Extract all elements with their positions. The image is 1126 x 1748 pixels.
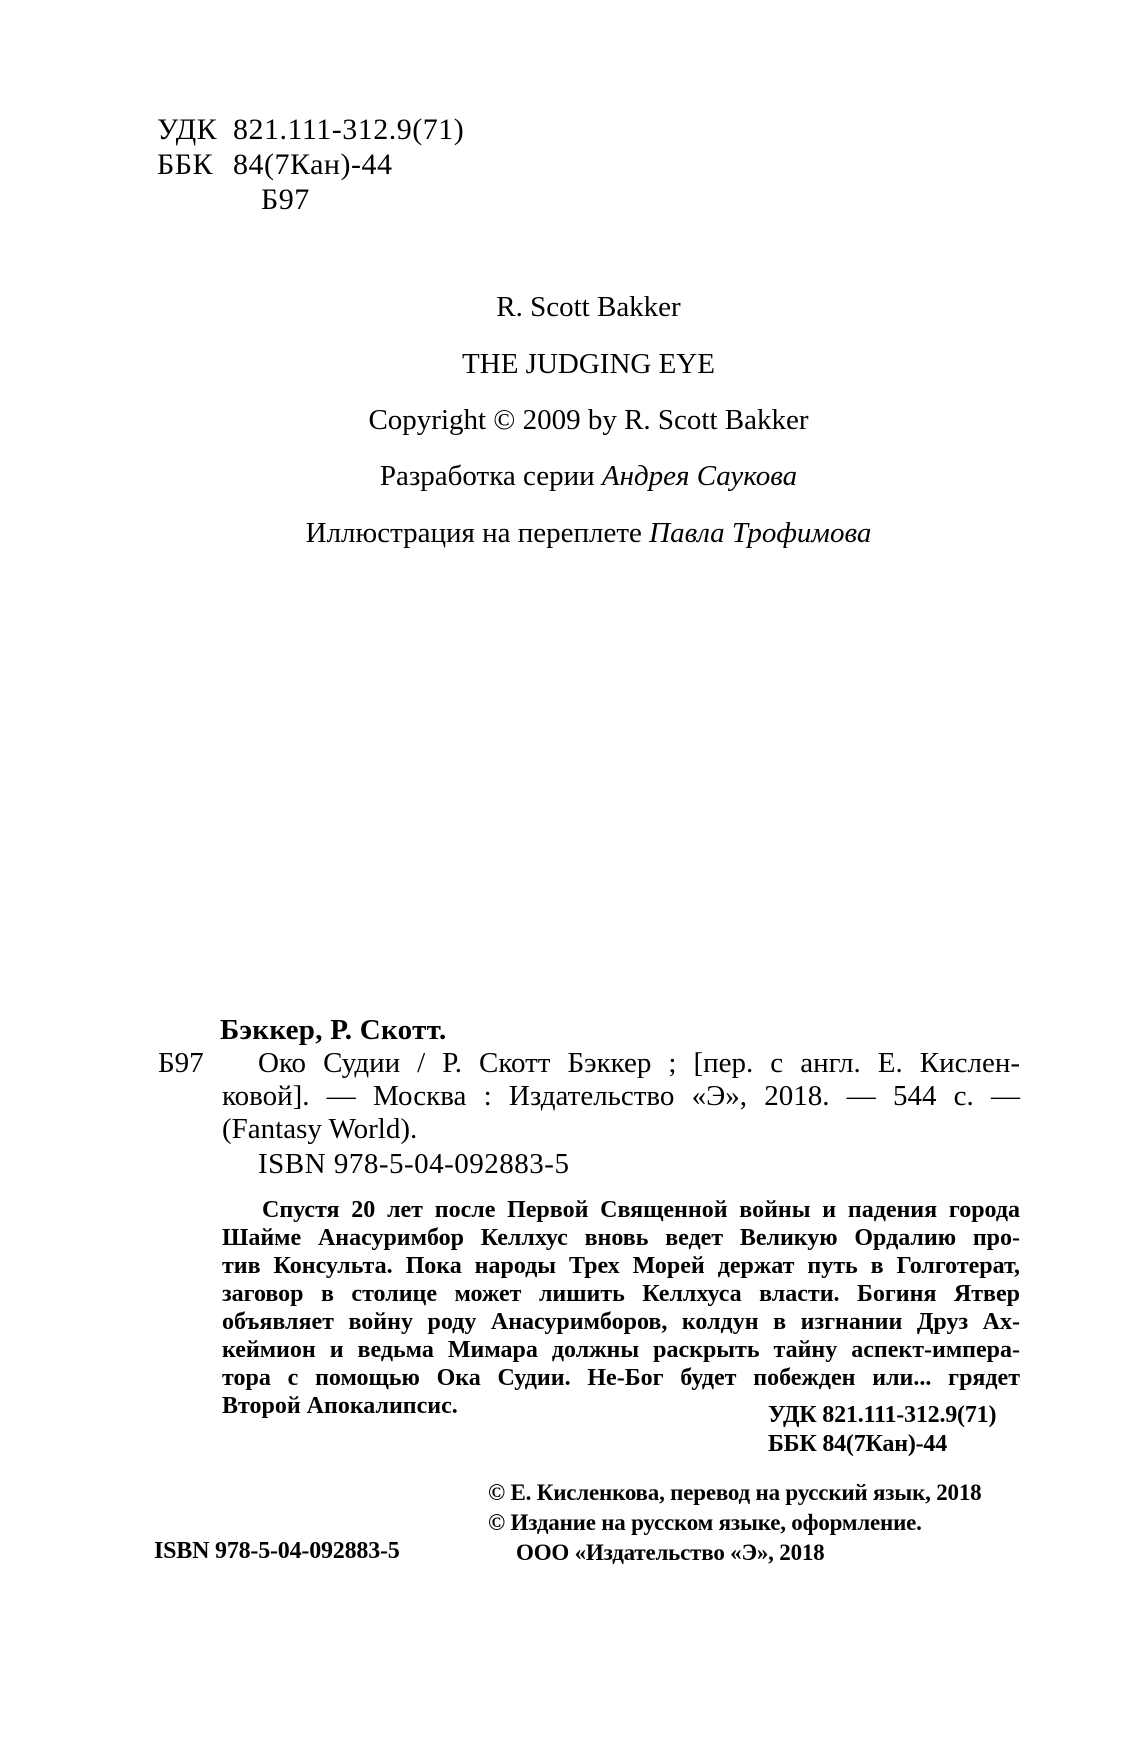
udk-label: УДК	[157, 113, 218, 146]
annotation-line: Второй Апокалипсис.	[222, 1393, 458, 1419]
original-title: THE JUDGING EYE	[462, 348, 715, 380]
bibliographic-author-header: Бэккер, Р. Скотт.	[220, 1014, 447, 1046]
udk-value: 821.111-312.9(71)	[233, 113, 465, 146]
annotation-line: заговор в столице может лишить Келлхуса власти. Богиня Ятвер	[222, 1281, 1020, 1307]
citation-line: (Fantasy World).	[222, 1113, 418, 1145]
annotation-line: объявляет войну роду Анасуримборов, колдун в изгнании Друз Ах-	[222, 1309, 1020, 1335]
footer-isbn: ISBN 978-5-04-092883-5	[154, 1538, 400, 1564]
annotation-line: тив Консульта. Пока народы Трех Морей держат путь в Голготерат,	[222, 1253, 1020, 1279]
illustration-line	[157, 517, 1020, 550]
publisher-line: ООО «Издательство «Э», 2018	[516, 1540, 825, 1565]
series-design-prefix: Разработка серии	[379, 460, 602, 492]
udk-row	[157, 112, 464, 147]
illustration-prefix: Иллюстрация на переплете	[305, 517, 650, 549]
edition-copyright-line: © Издание на русском языке, оформление.	[488, 1510, 922, 1535]
author-code: Б97	[261, 183, 310, 216]
annotation-line: Спустя 20 лет после Первой Священной войны и падения города	[262, 1197, 1020, 1223]
bbk-value: 84(7Кан)-44	[233, 148, 393, 181]
series-design-line	[157, 460, 1020, 493]
translation-copyright-line: © Е. Кисленкова, перевод на русский язык, 2018	[488, 1480, 982, 1505]
bbk-row	[157, 147, 464, 182]
annotation-line: Шайме Анасуримбор Келлхус вновь ведет Великую Ордалию про-	[222, 1225, 1020, 1251]
citation-line: ковой]. — Москва : Издательство «Э», 2018. — 544 с. —	[222, 1080, 1020, 1112]
isbn-line: ISBN 978-5-04-092883-5	[258, 1148, 570, 1180]
copyright-line: Copyright © 2009 by R. Scott Bakker	[368, 404, 809, 436]
illustrator-name: Павла Трофимова	[649, 517, 872, 549]
bbk-label: ББК	[157, 148, 213, 181]
annotation-line: тора с помощью Ока Судии. Не-Бог будет побежден или... грядет	[222, 1365, 1020, 1391]
footer-copyright-block	[488, 1478, 1028, 1568]
bibliographic-entry-code: Б97	[158, 1047, 204, 1079]
classification-footer-block	[768, 1401, 996, 1459]
series-designer-name: Андрея Саукова	[601, 460, 798, 492]
classification-top-block	[157, 112, 464, 217]
original-author: R. Scott Bakker	[496, 291, 681, 323]
annotation-line: кеймион и ведьма Мимара должны раскрыть тайну аспект-импера-	[222, 1337, 1020, 1363]
citation-line: Око Судии / Р. Скотт Бэккер ; [пер. с англ. Е. Кислен-	[258, 1047, 1020, 1079]
udk-footer-line: УДК 821.111-312.9(71)	[768, 1402, 997, 1428]
bbk-footer-line: ББК 84(7Кан)-44	[768, 1431, 948, 1457]
